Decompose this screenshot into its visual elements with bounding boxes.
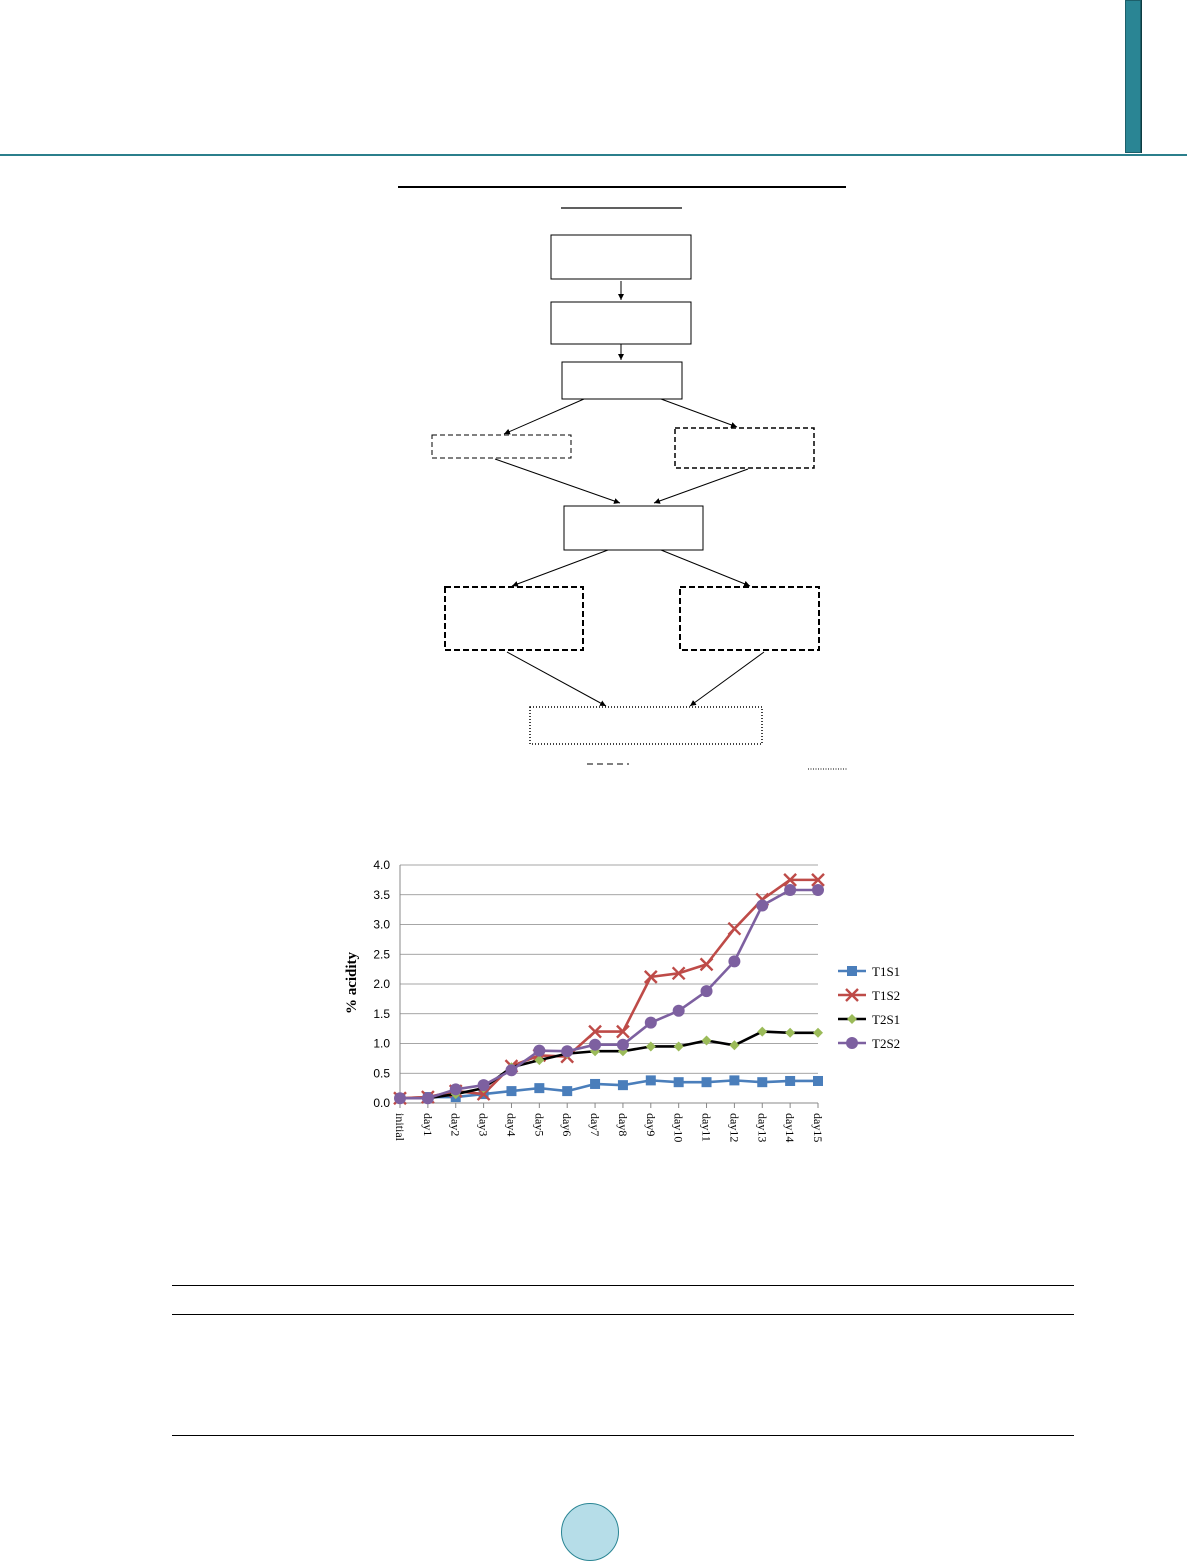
flow-box-final-dotted [530, 707, 762, 744]
data-point [562, 1086, 572, 1096]
flow-box-left-dashed [432, 435, 571, 458]
data-point [618, 1080, 628, 1090]
flow-arrow [661, 550, 750, 586]
x-tick-label: day14 [783, 1113, 798, 1143]
data-point [646, 1041, 656, 1051]
legend-entry [838, 1036, 900, 1051]
data-point [478, 1079, 490, 1091]
x-tick-label: day13 [755, 1113, 770, 1143]
data-point [645, 1017, 657, 1029]
data-point [701, 985, 713, 997]
data-point [505, 1064, 517, 1076]
y-tick-label: 3.0 [373, 917, 390, 932]
x-tick-label: day10 [671, 1113, 686, 1143]
x-tick-label: day11 [699, 1113, 714, 1142]
flow-box-right-dashed [675, 428, 814, 468]
legend-label: T2S2 [872, 1036, 901, 1051]
x-tick-label: day2 [448, 1113, 463, 1137]
data-point [590, 1079, 600, 1089]
flow-arrow [504, 399, 584, 434]
x-tick-label: day9 [643, 1113, 658, 1137]
data-point [674, 1041, 684, 1051]
data-point [813, 1028, 823, 1038]
data-point [785, 1076, 795, 1086]
flow-box-2 [551, 302, 691, 344]
y-tick-label: 0.5 [373, 1066, 390, 1081]
process-flow-diagram [380, 175, 870, 780]
legend-label: T1S1 [872, 964, 901, 979]
x-tick-label: day1 [420, 1113, 435, 1137]
y-tick-label: 0.0 [373, 1096, 390, 1110]
x-tick-label: day4 [504, 1113, 519, 1137]
flow-arrow [512, 550, 608, 586]
flow-arrow [690, 652, 764, 706]
data-point [784, 884, 796, 896]
x-tick-label: initial [393, 1113, 407, 1141]
y-tick-label: 1.0 [373, 1036, 390, 1051]
x-tick-label: day7 [588, 1113, 603, 1137]
flow-arrow [654, 469, 748, 503]
data-point [813, 1076, 823, 1086]
data-point [394, 1092, 406, 1104]
table-top-rule [172, 1285, 1074, 1286]
flow-box-lower-right-dashed [680, 587, 819, 650]
x-tick-label: day12 [727, 1113, 742, 1143]
flow-box-3 [562, 362, 682, 399]
data-point [422, 1092, 434, 1104]
data-point [757, 1077, 767, 1087]
data-point [617, 1039, 629, 1051]
flow-box-lower-left-dashed [445, 587, 583, 650]
data-point [589, 1039, 601, 1051]
data-point [847, 966, 857, 976]
data-point [785, 1028, 795, 1038]
legend-entry [838, 964, 900, 979]
flow-arrow [495, 459, 620, 503]
data-point [702, 1036, 712, 1046]
x-tick-label: day5 [532, 1113, 547, 1137]
data-point [728, 955, 740, 967]
table-header-rule [172, 1314, 1074, 1315]
data-point [846, 1037, 858, 1049]
legend-entry [838, 988, 900, 1003]
x-tick-label: day15 [811, 1113, 825, 1143]
acidity-line-chart [330, 845, 930, 1160]
data-point [847, 1014, 857, 1024]
x-tick-label: day6 [560, 1113, 575, 1137]
x-tick-label: day3 [476, 1113, 491, 1137]
legend-label: T2S1 [872, 1012, 901, 1027]
data-point [450, 1083, 462, 1095]
data-point [533, 1045, 545, 1057]
series-line [400, 890, 818, 1098]
legend-entry [838, 1012, 900, 1027]
journal-side-tab [1125, 0, 1141, 153]
data-point [674, 1077, 684, 1087]
data-point [561, 1045, 573, 1057]
flow-arrow [507, 652, 606, 706]
series-T2S2 [394, 884, 824, 1104]
flow-arrow [661, 399, 737, 427]
header-rule [0, 154, 1187, 156]
data-point [646, 1075, 656, 1085]
flow-box-4 [564, 506, 703, 550]
y-tick-label: 4.0 [373, 858, 390, 872]
series-line [400, 880, 818, 1098]
y-tick-label: 2.0 [373, 977, 390, 991]
data-point [702, 1077, 712, 1087]
data-point [729, 1075, 739, 1085]
data-point [729, 1040, 739, 1050]
chart-y-axis-label: % acidity [344, 951, 360, 1015]
data-point [812, 884, 824, 896]
y-tick-label: 1.5 [373, 1006, 390, 1021]
data-point [756, 899, 768, 911]
legend-label: T1S2 [872, 988, 901, 1003]
flow-box-1 [551, 235, 691, 279]
y-tick-label: 2.5 [373, 947, 390, 962]
data-point [757, 1027, 767, 1037]
data-point [673, 1005, 685, 1017]
y-tick-label: 3.5 [373, 887, 390, 902]
x-tick-label: day8 [615, 1113, 630, 1137]
data-point [534, 1083, 544, 1093]
data-point [506, 1086, 516, 1096]
page-number-badge [561, 1503, 619, 1561]
table-bottom-rule [172, 1435, 1074, 1436]
